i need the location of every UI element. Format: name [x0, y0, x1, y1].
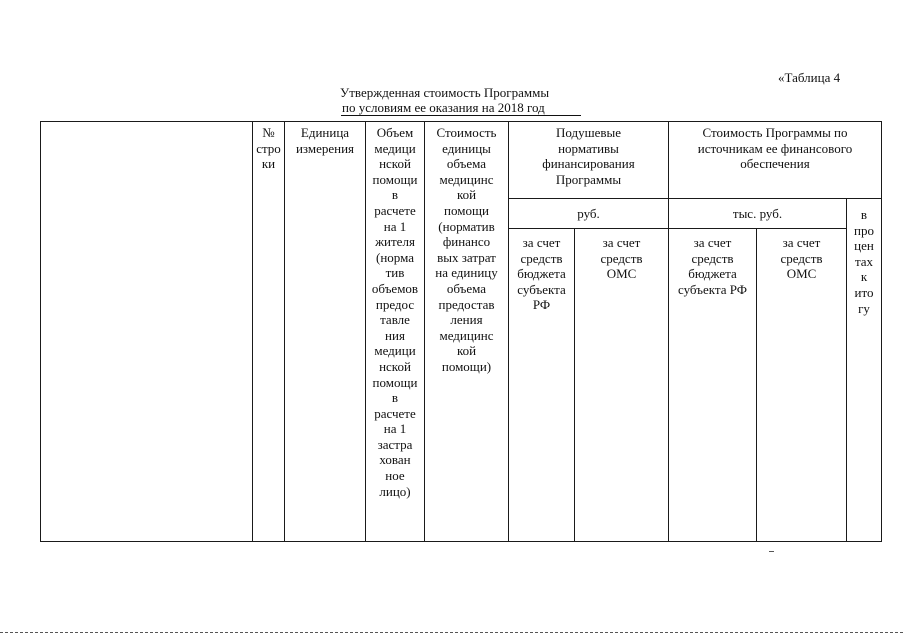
header-oms-thousand: за счет средств ОМС — [780, 235, 823, 282]
subheader-rule — [508, 198, 846, 199]
title-line-1: Утвержденная стоимость Программы — [340, 85, 550, 100]
header-per-capita: Подушевые нормативы финансирования Программы — [542, 125, 635, 187]
header-percent-total: в про цен тах к ито гу — [854, 207, 874, 316]
table-label: «Таблица 4 — [778, 70, 841, 85]
header-thousand-rub: тыс. руб. — [732, 206, 783, 221]
title-line-2: по условиям ее оказания на 2018 год — [342, 100, 545, 115]
page-bottom-rule — [0, 632, 905, 633]
table-left-border — [40, 121, 41, 541]
header-volume: Объем медици нской помощи в расчете на 1 жителя (норма тив объемов предос тавле ния медици нской помощи в расчете на 1 застра хован ное лицо) — [371, 125, 419, 499]
col-divider-row-number — [252, 121, 253, 541]
header-unit: Единица измерения — [295, 125, 355, 156]
header-oms-rub: за счет средств ОМС — [600, 235, 643, 282]
col-divider-unit — [284, 121, 285, 541]
table-right-border — [881, 121, 882, 541]
scan-speck — [769, 551, 774, 552]
header-budget-thousand: за счет средств бюджета субъекта РФ — [678, 235, 747, 297]
header-row-number: № стро ки — [256, 125, 281, 172]
percent-col-rule — [846, 198, 882, 199]
header-program-cost: Стоимость Программы по источникам ее финансового обеспечения — [697, 125, 853, 172]
table-top-border — [40, 121, 882, 122]
header-rub: руб. — [577, 206, 600, 221]
header-unit-cost: Стоимость единицы объема медицинс кой помощи (норматив финансо вых затрат на единицу объема предостав ления медицинс кой помощи) — [435, 125, 498, 374]
table-bottom-border — [40, 541, 882, 542]
header-budget-rub: за счет средств бюджета субъекта РФ — [517, 235, 566, 313]
units-rule — [508, 228, 846, 229]
